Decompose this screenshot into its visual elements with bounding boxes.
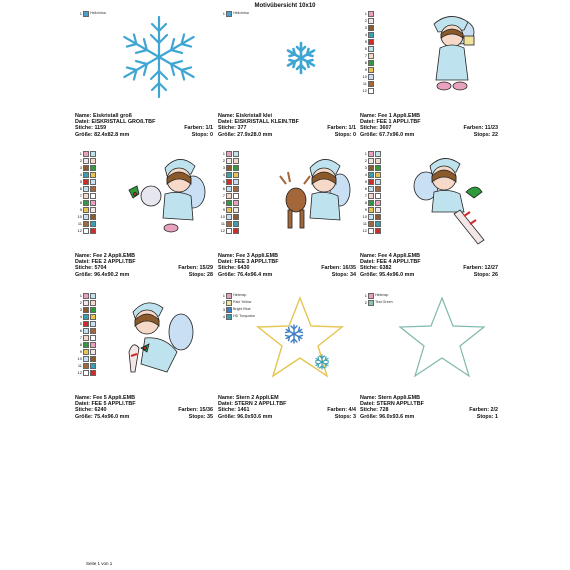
palette-row-number: 8 [364, 60, 367, 65]
palette-row-number: 10 [77, 356, 82, 361]
motif-tile-eiskristall-gross [75, 10, 213, 138]
motif-file: Datei: STERN 2 APPLI.TBF [218, 401, 287, 408]
palette-row-number: 6 [79, 328, 82, 333]
palette-row-number: 4 [364, 172, 367, 177]
fairy-1-icon [360, 10, 498, 105]
motif-info [75, 113, 213, 138]
star-with-snowflakes-icon [218, 292, 356, 387]
snowflake-large-icon [75, 10, 213, 105]
palette-row-number: 8 [364, 200, 367, 205]
palette-row-number: 1 [79, 151, 82, 156]
palette-row-number: 7 [364, 53, 367, 58]
motif-stitches: Stiche: 6430 [218, 265, 250, 272]
palette-row-number: 5 [364, 39, 367, 44]
motif-info [360, 395, 498, 420]
motif-stops: Stops: 0 [191, 131, 213, 138]
palette-row-number: 12 [77, 370, 82, 375]
palette-row-number: 3 [364, 25, 367, 30]
motif-colors: Farben: 16/35 [321, 265, 356, 272]
palette-row-number: 11 [77, 363, 82, 368]
motif-info [360, 113, 498, 138]
palette-row-number: 1 [222, 151, 225, 156]
motif-name: Name: Fee 4 Appli.EMB [360, 253, 421, 259]
palette-row-number: 2 [222, 158, 225, 163]
palette-row-number: 8 [79, 342, 82, 347]
motif-stops: Stops: 35 [188, 413, 213, 420]
palette-row-number: 2 [364, 18, 367, 23]
motif-stops: Stops: 22 [473, 131, 498, 138]
motif-colors: Farben: 1/1 [184, 125, 213, 132]
palette-row-number: 4 [79, 172, 82, 177]
palette-row-number: 5 [222, 179, 225, 184]
palette-row-number: 10 [77, 214, 82, 219]
palette-row-number: 5 [364, 179, 367, 184]
palette-row-number: 9 [79, 349, 82, 354]
motif-info [75, 253, 213, 278]
palette-row-number: 12 [362, 88, 367, 93]
motif-size: Größe: 96.0x93.6 mm [360, 413, 415, 420]
palette-row-number: 12 [362, 228, 367, 233]
palette-row-number: 9 [364, 67, 367, 72]
palette-row-number: 10 [220, 214, 225, 219]
palette-row-number: 6 [364, 46, 367, 51]
fairy-4-icon [360, 150, 498, 245]
page-title: Motivübersicht 10x10 [254, 3, 316, 9]
palette-row-number: 1 [79, 293, 82, 298]
palette-row-number: 4 [364, 32, 367, 37]
motif-name: Name: Fee 5 Appli.EMB [75, 395, 136, 401]
fairy-5-icon [75, 292, 213, 387]
palette-row-number: 9 [222, 207, 225, 212]
palette-row-number: 3 [79, 165, 82, 170]
motif-stitches: Stiche: 3607 [360, 125, 392, 132]
palette-row-number: 3 [364, 165, 367, 170]
motif-tile-stern [360, 292, 498, 420]
motif-tile-fee-1 [360, 10, 498, 138]
palette-row-number: 11 [362, 221, 367, 226]
palette-row-number: 11 [77, 221, 82, 226]
motif-stops: Stops: 0 [334, 131, 356, 138]
motif-size: Größe: 96.0x93.6 mm [218, 413, 273, 420]
color-palette: 1 Hintmap 2 Pale Yellow 3 Bright Blue 4 HD Turquoise [222, 293, 255, 319]
motif-stops: Stops: 28 [188, 271, 213, 278]
motif-name: Name: Stern 2 Appli.EM [218, 395, 279, 401]
motif-info [360, 253, 498, 278]
motif-tile-fee-5 [75, 292, 213, 420]
palette-row-number: 4 [79, 314, 82, 319]
palette-row-number: 2 [364, 158, 367, 163]
palette-row-number: 4 [222, 172, 225, 177]
motif-size: Größe: 82.4x82.8 mm [75, 131, 130, 138]
motif-file: Datei: FEE 3 APPLI.TBF [218, 259, 279, 266]
motif-name: Name: Eiskristall groß [75, 113, 132, 119]
motif-stitches: Stiche: 377 [218, 125, 247, 132]
motif-colors: Farben: 11/23 [463, 125, 498, 132]
palette-row-number: 12 [77, 228, 82, 233]
palette-row-number: 2 [79, 300, 82, 305]
motif-file: Datei: FEE 1 APPLI.TBF [360, 119, 421, 126]
motif-tile-fee-3 [218, 150, 356, 278]
motif-stitches: Stiche: 1461 [218, 407, 250, 414]
motif-stops: Stops: 34 [331, 271, 356, 278]
palette-row-number: 7 [79, 193, 82, 198]
motif-name: Name: Fee 1 Appli.EMB [360, 113, 421, 119]
motif-file: Datei: FEE 4 APPLI.TBF [360, 259, 421, 266]
palette-row-number: 10 [362, 214, 367, 219]
motif-tile-stern-2 [218, 292, 356, 420]
star-outline-icon [360, 292, 498, 387]
motif-size: Größe: 76.4x96.4 mm [218, 271, 273, 278]
fairy-3-icon [218, 150, 356, 245]
motif-info [218, 253, 356, 278]
motif-name: Name: Eiskristall klei [218, 113, 272, 119]
motif-stitches: Stiche: 728 [360, 407, 389, 414]
motif-file: Datei: STERN APPLI.TBF [360, 401, 424, 408]
palette-row-number: 1 [364, 151, 367, 156]
motif-info [75, 395, 213, 420]
motif-stitches: Stiche: 6240 [75, 407, 107, 414]
motif-stitches: Stiche: 5704 [75, 265, 107, 272]
motif-file: Datei: FEE 5 APPLI.TBF [75, 401, 136, 408]
motif-tile-eiskristall-klein [218, 10, 356, 138]
motif-name: Name: Fee 3 Appli.EMB [218, 253, 279, 259]
motif-size: Größe: 67.7x96.0 mm [360, 131, 415, 138]
color-palette: 1 Helichrisa [79, 11, 106, 16]
motif-file: Datei: EISKRISTALL GROß.TBF [75, 119, 156, 126]
palette-row-number: 11 [362, 81, 367, 86]
motif-colors: Farben: 4/4 [327, 407, 356, 414]
motif-tile-fee-4 [360, 150, 498, 278]
palette-row-number: 7 [79, 335, 82, 340]
motif-size: Größe: 96.4x90.2 mm [75, 271, 130, 278]
palette-row-number: 6 [364, 186, 367, 191]
color-palette: 1 Helichrisa [222, 11, 249, 16]
palette-row-number: 12 [220, 228, 225, 233]
motif-file: Datei: FEE 2 APPLI.TBF [75, 259, 136, 266]
motif-stitches: Stiche: 1159 [75, 125, 107, 132]
palette-row-number: 3 [222, 165, 225, 170]
motif-stops: Stops: 26 [473, 271, 498, 278]
palette-row-number: 8 [79, 200, 82, 205]
palette-row-number: 8 [222, 200, 225, 205]
motif-size: Größe: 75.4x96.0 mm [75, 413, 130, 420]
motif-colors: Farben: 1/1 [327, 125, 356, 132]
palette-row-number: 1 [364, 11, 367, 16]
palette-row-number: 7 [222, 193, 225, 198]
motif-stitches: Stiche: 6382 [360, 265, 392, 272]
motif-colors: Farben: 12/27 [463, 265, 498, 272]
motif-tile-fee-2 [75, 150, 213, 278]
palette-row-number: 11 [220, 221, 225, 226]
palette-row-number: 5 [79, 321, 82, 326]
palette-row-number: 3 [79, 307, 82, 312]
motif-name: Name: Stern Appli.EMB [360, 395, 421, 401]
palette-row-number: 6 [222, 186, 225, 191]
motif-file: Datei: EISKRISTALL KLEIN.TBF [218, 119, 299, 126]
snowflake-small-icon [218, 10, 356, 105]
motif-colors: Farben: 15/36 [178, 407, 213, 414]
palette-row-number: 7 [364, 193, 367, 198]
page-footer: Seite 1 von 1 [86, 561, 113, 566]
palette-row-number: 9 [364, 207, 367, 212]
motif-info [218, 113, 356, 138]
palette-row-number: 2 [79, 158, 82, 163]
palette-row-number: 10 [362, 74, 367, 79]
motif-stops: Stops: 3 [334, 413, 356, 420]
fairy-2-icon [75, 150, 213, 245]
motif-size: Größe: 95.4x96.0 mm [360, 271, 415, 278]
motif-stops: Stops: 1 [476, 413, 498, 420]
color-palette: 1 Hintmap 2 Teal Green [364, 293, 393, 305]
motif-name: Name: Fee 2 Appli.EMB [75, 253, 136, 259]
palette-row-number: 9 [79, 207, 82, 212]
palette-row-number: 6 [79, 186, 82, 191]
motif-size: Größe: 27.9x28.0 mm [218, 131, 273, 138]
motif-info [218, 395, 356, 420]
motif-colors: Farben: 2/2 [469, 407, 498, 414]
palette-row-number: 5 [79, 179, 82, 184]
motif-colors: Farben: 15/29 [178, 265, 213, 272]
